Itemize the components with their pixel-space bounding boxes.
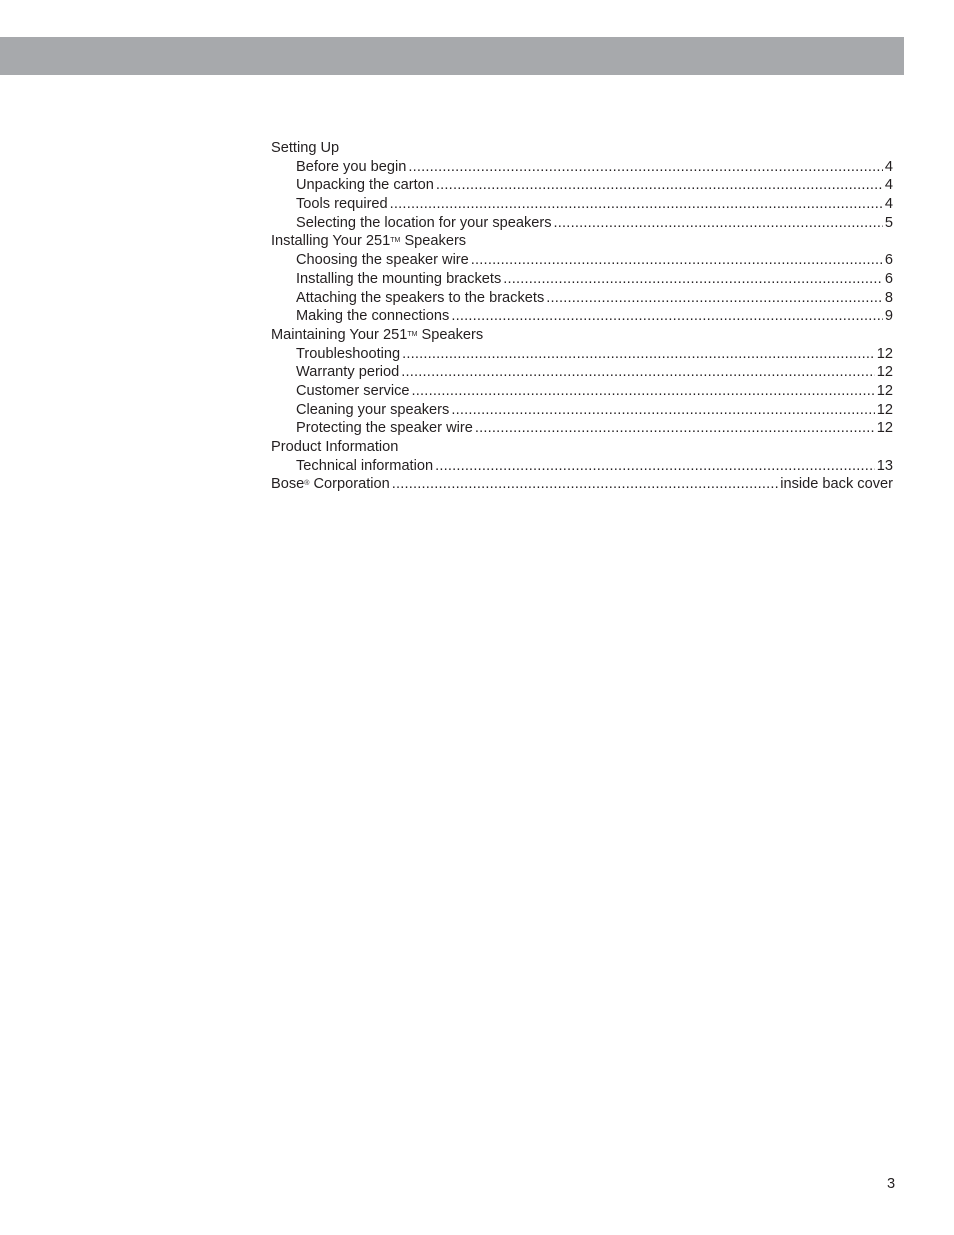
toc-entry-page: 8 — [884, 289, 893, 306]
toc-section-title — [271, 326, 485, 345]
toc-entry-label: Unpacking the carton — [296, 177, 434, 194]
toc-entry-page: 12 — [876, 345, 893, 362]
toc-dot-leader — [546, 289, 883, 308]
toc-dot-leader — [475, 419, 875, 438]
toc-dot-leader — [554, 214, 883, 233]
toc-section-title-suffix: Speakers — [417, 326, 484, 343]
toc-entry[interactable] — [271, 419, 893, 438]
toc-entry-page: 6 — [884, 270, 893, 287]
table-of-contents — [271, 139, 893, 494]
toc-section-heading — [271, 232, 893, 251]
toc-entry-label: Choosing the speaker wire — [296, 252, 469, 269]
toc-entry-page: 4 — [884, 158, 893, 175]
toc-entry-label: Technical information — [296, 457, 434, 474]
toc-dot-leader — [392, 475, 778, 494]
toc-dot-leader — [436, 176, 883, 195]
trademark-mark: TM — [407, 330, 418, 338]
toc-entry-label-prefix: Bose — [271, 476, 305, 493]
toc-entry-page: 12 — [876, 382, 893, 399]
toc-dot-leader — [451, 401, 874, 420]
toc-entry-label: Customer service — [296, 382, 410, 399]
toc-entry-label: Tools required — [296, 196, 388, 213]
toc-section-heading — [271, 326, 893, 345]
toc-section-heading — [271, 438, 893, 457]
toc-entry-label: Warranty period — [296, 364, 400, 381]
toc-entry-label: Troubleshooting — [296, 345, 401, 362]
toc-entry-label: Making the connections — [296, 308, 450, 325]
toc-entry-page: 12 — [876, 401, 893, 418]
toc-entry[interactable] — [271, 382, 893, 401]
toc-entry-label — [271, 475, 392, 494]
toc-entry[interactable] — [271, 345, 893, 364]
toc-dot-leader — [408, 158, 883, 177]
toc-dot-leader — [503, 270, 883, 289]
toc-section-title-prefix: Installing Your 251 — [271, 233, 391, 250]
toc-entry[interactable] — [271, 176, 893, 195]
toc-section-title: Product Information — [271, 439, 399, 455]
toc-entry-page: 9 — [884, 308, 893, 325]
registered-mark: ® — [304, 480, 310, 488]
toc-entry[interactable] — [271, 270, 893, 289]
toc-dot-leader — [412, 382, 875, 401]
toc-entry[interactable] — [271, 251, 893, 270]
toc-entry[interactable] — [271, 307, 893, 326]
toc-entry[interactable] — [271, 158, 893, 177]
toc-dot-leader — [471, 251, 883, 270]
toc-entry[interactable] — [271, 195, 893, 214]
toc-entry-label: Protecting the speaker wire — [296, 420, 473, 437]
toc-entry-page: 12 — [876, 364, 893, 381]
toc-entry-page: 12 — [876, 420, 893, 437]
toc-entry-page: 13 — [876, 457, 893, 474]
toc-entry[interactable] — [271, 289, 893, 308]
toc-entry-label: Before you begin — [296, 158, 407, 175]
toc-entry[interactable] — [271, 214, 893, 233]
toc-entry-label-suffix: Corporation — [309, 476, 390, 493]
toc-entry-page: 4 — [884, 196, 893, 213]
toc-final-entry[interactable] — [271, 475, 893, 494]
toc-entry-label: Selecting the location for your speakers — [296, 214, 552, 231]
toc-entry[interactable] — [271, 457, 893, 476]
toc-entry-label: Installing the mounting brackets — [296, 270, 502, 287]
toc-section-title: Setting Up — [271, 140, 340, 156]
toc-section-title — [271, 232, 468, 251]
toc-entry[interactable] — [271, 401, 893, 420]
toc-dot-leader — [402, 345, 875, 364]
toc-dot-leader — [435, 457, 875, 476]
trademark-mark: TM — [390, 237, 401, 245]
toc-entry-page: inside back cover — [780, 476, 893, 493]
toc-entry-label: Cleaning your speakers — [296, 401, 450, 418]
toc-section-title-prefix: Maintaining Your 251 — [271, 326, 408, 343]
page-number: 3 — [887, 1176, 896, 1192]
toc-entry[interactable] — [271, 363, 893, 382]
toc-entry-page: 5 — [884, 214, 893, 231]
toc-section-heading — [271, 139, 893, 158]
toc-entry-page: 4 — [884, 177, 893, 194]
toc-dot-leader — [451, 307, 883, 326]
toc-dot-leader — [390, 195, 883, 214]
toc-entry-label: Attaching the speakers to the brackets — [296, 289, 545, 306]
header-band — [0, 37, 904, 75]
toc-entry-page: 6 — [884, 252, 893, 269]
toc-dot-leader — [401, 363, 874, 382]
toc-section-title-suffix: Speakers — [400, 233, 467, 250]
